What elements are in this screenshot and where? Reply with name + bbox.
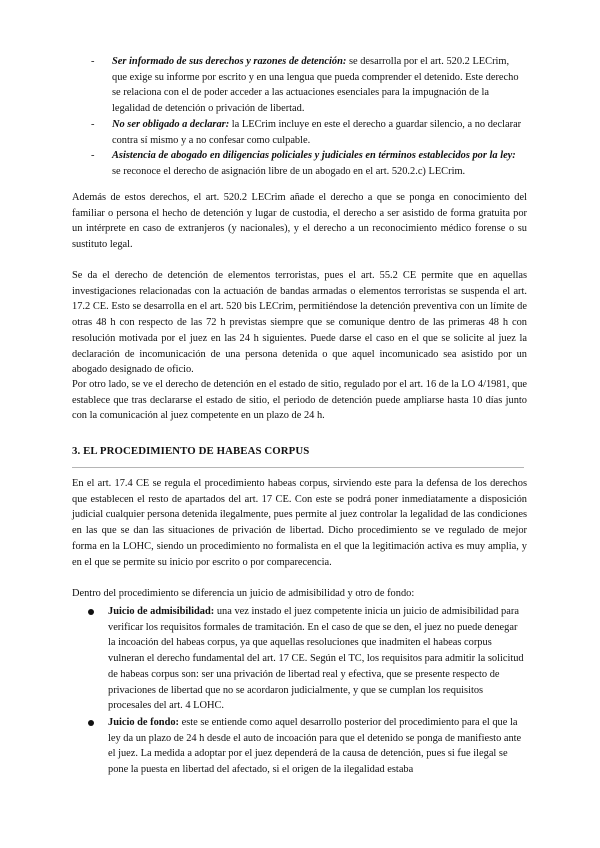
paragraph-habeas-corpus: En el art. 17.4 CE se regula el procedimiento habeas corpus, sirviendo este para la defensa de los derechos que establecen el resto de apartados del art. 17 CE. Con este se podrá poner inmediatamente a disposición judicial cualquier persona detenida ilegalmente, pues permite al juez controlar la legalidad de las condiciones en las que se dan las situaciones de privación de libertad. Dicho procedimiento se ve regulado de mejor forma en la LOHC, siendo un procedimiento no formalista en el que la legitimación activa es muy amplia, y en el que se permite su inicio por escrito o por comparecencia.	[72, 478, 527, 568]
list-item-term: Juicio de fondo:	[108, 716, 180, 728]
bullet-icon	[88, 609, 94, 615]
list-item-text: la LECrim incluye en este el derecho a guardar silencio, a no declarar contra sí mismo y a no confesar como culpable.	[112, 118, 522, 146]
list-item-text: este se entiende como aquel desarrollo posterior del procedimiento para el que la ley da un plazo de 24 h desde el auto de incoación para que el detenido se ponga de manifiesto ante el juez. La medida a adoptar por el juez dependerá de la causa de detención, pues si fue ilegal se pone la puesta en libertad del afectado, si el origen de la ilegalidad estaba	[108, 716, 522, 776]
rights-list	[86, 54, 526, 180]
list-item-text: se desarrolla por el art. 520.2 LECrim, que exige su informe por escrito y en una lengua que pueda comprender el detenido. Este derecho se relaciona con el de poder acceder a las actuaciones esenciales para la impugnación de la legalidad de detención o privación de libertad.	[112, 56, 519, 115]
paragraph-terrorism-detention: Se da el derecho de detención de elementos terroristas, pues el art. 55.2 CE permite que en aquellas investigaciones relacionadas con la actuación de bandas armadas o elementos terroristas se suspenda el art. 17.2 CE. Esto se desarrolla en el art. 520 bis LECrim, permitiéndose la detención preventiva con un límite de otras 48 h con respecto de las 72 h previstas siempre que se comunique dentro de las primeras 48 h con resolución motivada por el juez en las 24 h siguientes. Puede darse el caso en el que se solicite al juez la declaración de incomunicación de una persona detenida o que aquel incomunicado sea asistido por un abogado designado de oficio.	[72, 270, 527, 376]
list-item	[86, 117, 526, 148]
bullet-icon	[88, 720, 94, 726]
list-item-term: Juicio de admisibilidad:	[108, 606, 215, 617]
list-item	[86, 604, 526, 714]
list-item-text: una vez instado el juez competente inicia un juicio de admisibilidad para verificar los requisitos formales de tramitación. En el caso de que se den, el juez no puede denegar la incoación del habeas corpus, ya que aquellas resoluciones que inadmiten el habeas corpus vulneran el derecho fundamental del art. 17 CE. Según el TC, los requisitos para admitir la solicitud de habeas corpus son: ser una privación de libertad real y efectiva, que se presente respecto de privaciones de libertad que no se acordaron judicialmente, y que se cumplan los requisitos procesales del art. 4 LOHC.	[108, 606, 524, 712]
list-item-term: Asistencia de abogado en diligencias policiales y judiciales en términos establecidos por la ley:	[112, 150, 516, 162]
list-item-text: se reconoce el derecho de asignación libre de un abogado en el art. 520.2.c) LECrim.	[112, 165, 466, 177]
list-item-term: Ser informado de sus derechos y razones de detención:	[112, 56, 347, 67]
paragraph-procedure-intro: Dentro del procedimiento se diferencia un juicio de admisibilidad y otro de fondo:	[72, 588, 415, 599]
list-item-term: No ser obligado a declarar:	[112, 118, 230, 130]
procedure-list	[86, 604, 526, 778]
list-item	[86, 715, 526, 778]
paragraph-state-of-siege: Por otro lado, se ve el derecho de detención en el estado de sitio, regulado por el art. 16 de la LO 4/1981, que establece que tras declararse el estado de sitio, el periodo de detención puede ampliarse hasta 10 días junto con la comunicación al juez competente en un plazo de 24 h.	[72, 379, 527, 422]
list-item	[86, 148, 526, 179]
section-divider	[72, 467, 524, 468]
paragraph-additional-rights: Además de estos derechos, el art. 520.2 LECrim añade el derecho a que se ponga en conocimiento del familiar o persona el hecho de detención y lugar de custodia, el derecho a ser asistido de forma gratuita por un intérprete en caso de extranjeros (y nacionales), y el derecho a un reconocimiento médico forense o su sustituto legal.	[72, 192, 527, 251]
list-item	[86, 54, 526, 117]
section-heading: 3. EL PROCEDIMIENTO DE HABEAS CORPUS	[72, 445, 310, 457]
